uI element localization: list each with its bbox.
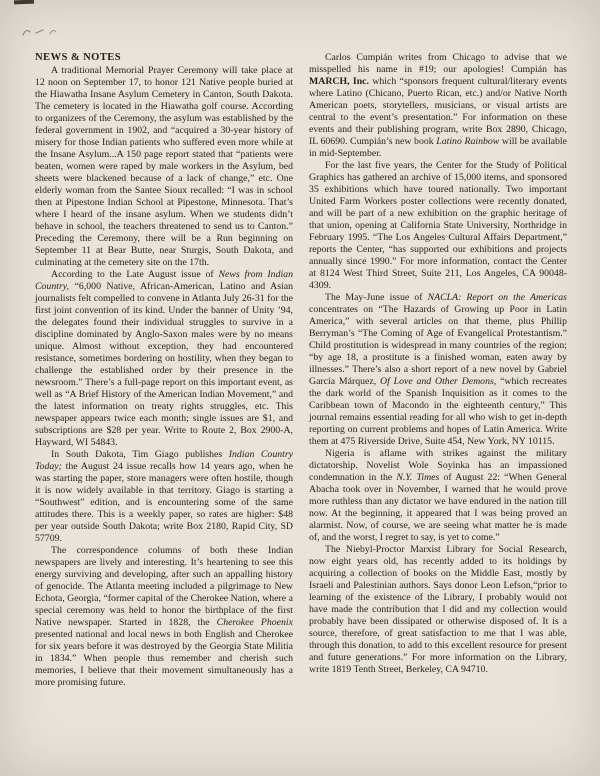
text-segment: In South Dakota, Tim Giago publishes bbox=[51, 449, 229, 460]
publication-title: Of Love and Other Demons, bbox=[380, 376, 497, 387]
text-segment: According to the Late August issue of bbox=[51, 269, 219, 280]
publication-title: Indian Country Today; bbox=[35, 449, 293, 472]
right-column bbox=[309, 52, 567, 689]
paragraph bbox=[309, 160, 567, 292]
text-segment: presented national and local news in both English and Cherokee for six years before it was destroyed by the Georgia State Militia in 1834.” When people thus remember and cherish such memories, I believe that their movement simultaneously has a more promising future. bbox=[35, 629, 293, 688]
publication-title: News from Indian Country, bbox=[35, 269, 293, 292]
section-heading: NEWS & NOTES bbox=[35, 52, 122, 63]
paragraph bbox=[309, 52, 567, 160]
two-column-text bbox=[35, 52, 567, 689]
text-segment: Carlos Cumpián writes from Chicago to advise that we misspelled his name in #19; our apologies! Cumpián has bbox=[309, 52, 567, 75]
paragraph bbox=[309, 292, 567, 448]
organization-name: MARCH, Inc. bbox=[309, 76, 369, 87]
text-segment: A traditional Memorial Prayer Ceremony will take place at 12 noon on September 17, to honor 121 Native people buried at the Hiawatha Insane Asylum Cemetery in Canton, South Dakota. The cemetery is located in the Hiawatha golf course. According to organizers of the Ceremony, the asylum was established by the federal government in 1902, and “acquired a 30-year history of misery for those Indian patients who suffered even more while at the Insane Asylum...A 150 page report stated that “patients were beaten, women were raped by male workers in the Asylum, bed sheets were blackened because of a lack of change,” etc. One elderly woman from the Santee Sioux recalled: “I was in school then at Pipestone Indian School at Pipestone, Minnesota. That’s where I heard of the insane asylum. When we students didn’t behave in school, the teachers threatened to send us to Canton.” Preceding the Ceremony, there will be a Run beginning on September 11 at Bear Butte, near Sturgis, South Dakota, and culminating at the cemetery site on the 17th. bbox=[35, 65, 293, 268]
text-segment: The May-June issue of bbox=[325, 292, 428, 303]
paragraph bbox=[35, 449, 293, 545]
text-segment: of August 22: “When General Abacha took over in November, I warned that he would prove more ruthless than any dictator we have endured in the nation till now. At the beginning, it appeared that I was being proved an alarmist. Now, of course, we are seeing what matter he is made of, and the worst, I regret to say, is yet to come.” bbox=[309, 472, 568, 543]
publication-title: Latino Rainbow bbox=[436, 136, 500, 147]
text-segment: the August 24 issue recalls how 14 years ago, when he was starting the paper, store managers were often hostile, though it is now widely available in that territory. Giago is starting a “Southwest” edition, and is encountering some of the same attitudes there. This is a weekly paper, so rates are higher: $48 per year outside South Dakota; write Box 2180, Rapid City, SD 57709. bbox=[35, 461, 293, 544]
scan-artifact bbox=[14, 0, 34, 4]
paragraph bbox=[35, 65, 293, 269]
text-segment: will be available in mid-September. bbox=[309, 136, 567, 159]
paragraph bbox=[35, 269, 293, 449]
text-segment: which “sponsors frequent cultural/literary events where Latino (Chicano, Puerto Rican, etc.) and/or Native North American poets, storytellers, musicians, or visual artists are central to the event’s presentation.” For information on these events and their publishing program, write Box 2890, Chicago, IL 60690. Cumpián’s new book bbox=[309, 76, 567, 147]
text-segment: “6,000 Native, African-American, Latino and Asian journalists felt compelled to convene in Atlanta July 26-31 for the first joint convention of its kind. Under the banner of Unity ’94, the delegates found their individual struggles to survive in a discipline dominated by Anglo-Saxon males were by no means unique. Almost without exception, they had encountered resistance, sometimes bordering on hostility, when they began to challenge the established order by their presence in the newsroom.” There’s a full-page report on this important event, as well as “A Brief History of the American Indian Movement,” and the latest information on treaty rights struggles, etc. This newspaper appears twice each month; single issues are $1, and subscriptions are $28 per year. Write to Route 2, Box 2900-A, Hayward, WI 54843. bbox=[35, 281, 293, 448]
paragraph bbox=[35, 545, 293, 689]
publication-title: Cherokee Phoenix bbox=[216, 617, 293, 628]
publication-title: N.Y. Times bbox=[396, 472, 440, 483]
text-segment: For the last five years, the Center for the Study of Political Graphics has gathered an archive of 15,000 items, and sponsored 35 exhibitions which have toured nationally. Two important United Farm Workers poster collections were recently donated, and will be part of a new exhibition on the graphic heritage of that union, opening at California State University, Northridge in February 1995. “The Los Angeles Cultural Affairs Department,” reports the Center, “has supported our exhibitions and projects annually since 1990.” For more information, contact the Center at 8124 West Third Street, Suite 211, Los Angeles, CA 90048-4309. bbox=[309, 160, 567, 291]
text-segment: The correspondence columns of both these Indian newspapers are lively and interesting. It’s heartening to see this energy surviving and developing, after such an appalling history of genocide. The Atlanta meeting included a pilgrimage to New Echota, Georgia, “former capital of the Cherokee Nation, where a special ceremony was held to honor the birthplace of the first Native newspaper. Started in 1828, the bbox=[35, 545, 293, 628]
paragraph bbox=[309, 448, 567, 544]
text-segment: Nigeria is aflame with strikes against the military dictatorship. Novelist Wole Soyinka has an impassioned condemnation in the bbox=[309, 448, 567, 483]
handwritten-mark bbox=[20, 24, 74, 40]
text-segment: The Niebyl-Proctor Marxist Library for Social Research, now eight years old, has recently added to its holdings by acquiring a collection of books on the Middle East, mostly by Israeli and Palestinian authors. Says donor Leon Lefson,“prior to learning of the existence of the Library, I probably would not have made the contribution that I did and my collection would probably have been dissipated or otherwise disposed of. It is a source, therefore, of great satisfaction to me that I was able, through this donation, to add to this excellent resource for present and future generations.” For more information on the Library, write 1819 Tenth Street, Berkeley, CA 94710. bbox=[309, 544, 567, 675]
publication-title: NACLA: Report on the Americas bbox=[427, 292, 567, 303]
text-segment: “which recreates the dark world of the Spanish Inquisition as it comes to the Caribbean town of Macondo in the eighteenth century,” This journal remains essential reading for all who wish to get in-depth reporting on current problems and hopes of Latin America. Write them at 475 Riverside Drive, Suite 454, New York, NY 10115. bbox=[309, 376, 567, 447]
left-column bbox=[35, 52, 293, 689]
paragraph bbox=[309, 544, 567, 676]
text-segment: concentrates on “The Hazards of Growing up Poor in Latin America,” with several articles on that theme, plus Phillip Berryman’s “The Coming of Age of Evangelical Protestantism.” Child prostitution is widespread in many countries of the region; “by age 18, a prostitute is a finished woman, eaten away by illnesses.” There’s also a short report of a new novel by Gabriel García Márquez, bbox=[309, 304, 567, 387]
